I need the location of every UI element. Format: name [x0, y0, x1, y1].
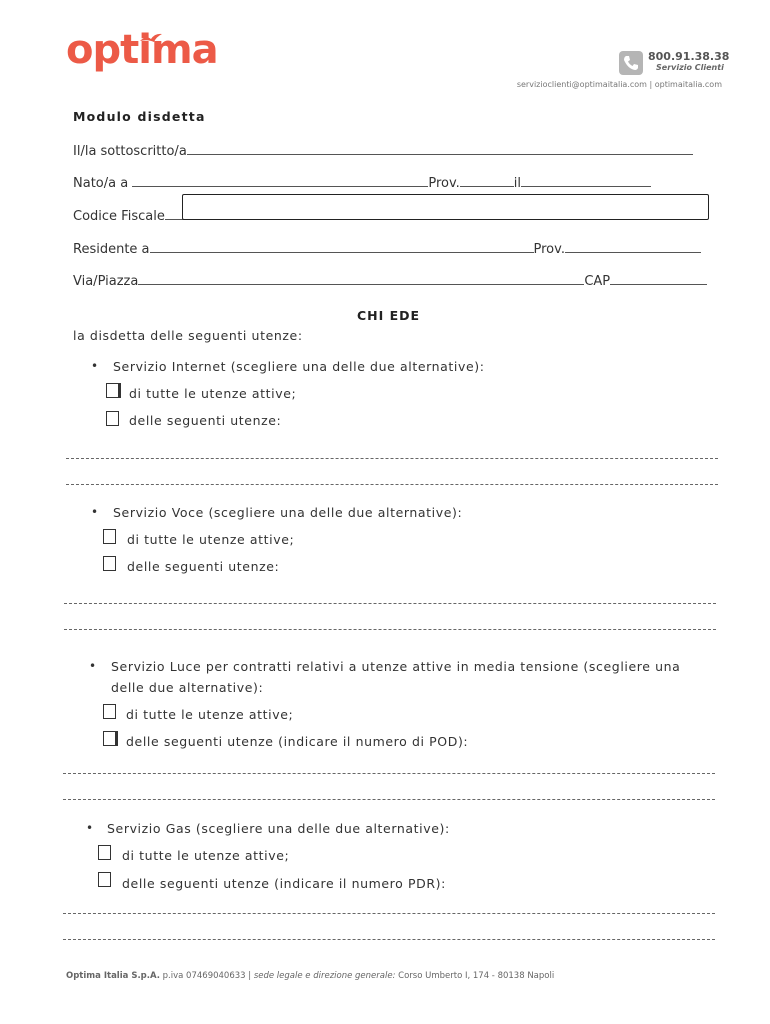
- input-line-internet-2[interactable]: [66, 484, 718, 485]
- checkbox-luce-all[interactable]: [103, 704, 116, 719]
- checkbox-internet-some[interactable]: [106, 411, 119, 426]
- service-gas-title: Servizio Gas (scegliere una delle due alternative):: [107, 821, 450, 836]
- option-internet-some: delle seguenti utenze:: [129, 413, 282, 428]
- footer-sede-label: sede legale e direzione generale:: [253, 971, 396, 981]
- service-internet-title: Servizio Internet (scegliere una delle due alternative):: [113, 359, 485, 374]
- optima-logo: optima: [66, 27, 218, 73]
- input-line-voce-2[interactable]: [64, 629, 716, 630]
- footer-address: Corso Umberto I, 174 - 80138 Napoli: [398, 971, 555, 981]
- contact-line: servizioclienti@optimaitalia.com | optimaitalia.com: [516, 80, 722, 89]
- input-line-voce-1[interactable]: [64, 603, 716, 604]
- input-prov-residenza[interactable]: [565, 241, 701, 253]
- checkbox-voce-some[interactable]: [103, 556, 116, 571]
- label-cap: CAP: [584, 274, 611, 289]
- label-via: Via/Piazza: [73, 274, 139, 289]
- input-prov-nascita[interactable]: [460, 175, 514, 187]
- phone-icon: [619, 51, 643, 75]
- service-voce-title: Servizio Voce (scegliere una delle due alternative):: [113, 505, 463, 520]
- checkbox-internet-all[interactable]: [106, 383, 119, 398]
- field-sottoscritto: [73, 143, 693, 160]
- input-nato[interactable]: [132, 175, 428, 187]
- phone-caption: Servizio Clienti: [656, 63, 724, 72]
- input-cap[interactable]: [610, 273, 707, 285]
- bird-logo-icon: [140, 33, 162, 45]
- option-luce-some: delle seguenti utenze (indicare il numero di POD):: [126, 734, 469, 749]
- field-residente: [73, 241, 701, 258]
- label-il: il: [513, 176, 522, 191]
- field-via: [73, 273, 707, 290]
- bullet-dot: •: [86, 821, 94, 835]
- input-line-internet-1[interactable]: [66, 458, 718, 459]
- service-luce-title-line2: delle due alternative):: [111, 680, 264, 695]
- input-residente[interactable]: [150, 241, 534, 253]
- bullet-dot: •: [91, 359, 99, 373]
- option-gas-some: delle seguenti utenze (indicare il numero PDR):: [122, 876, 446, 891]
- phone-number: 800.91.38.38: [648, 50, 730, 63]
- bullet-dot: •: [89, 659, 97, 673]
- checkbox-luce-some[interactable]: [103, 731, 116, 746]
- label-sottoscritto: Il/la sottoscritto/a: [73, 144, 187, 159]
- input-sottoscritto[interactable]: [187, 143, 693, 155]
- input-line-luce-1[interactable]: [63, 773, 715, 774]
- label-residente: Residente a: [73, 242, 150, 257]
- option-voce-some: delle seguenti utenze:: [127, 559, 280, 574]
- checkbox-voce-all[interactable]: [103, 529, 116, 544]
- field-nato: [73, 175, 651, 192]
- label-prov-residenza: Prov.: [533, 242, 565, 257]
- input-line-gas-2[interactable]: [63, 939, 715, 940]
- input-line-luce-2[interactable]: [63, 799, 715, 800]
- input-data-nascita[interactable]: [521, 175, 651, 187]
- bullet-dot: •: [91, 505, 99, 519]
- checkbox-gas-all[interactable]: [98, 845, 111, 860]
- input-codice-fiscale[interactable]: [182, 194, 709, 220]
- chiede-heading: CHI EDE: [357, 308, 421, 323]
- option-internet-all: di tutte le utenze attive;: [129, 386, 297, 401]
- footer: [66, 971, 554, 981]
- option-luce-all: di tutte le utenze attive;: [126, 707, 294, 722]
- input-via[interactable]: [138, 273, 584, 285]
- label-nato: Nato/a a: [73, 176, 129, 191]
- option-voce-all: di tutte le utenze attive;: [127, 532, 295, 547]
- intro-text: la disdetta delle seguenti utenze:: [73, 328, 303, 343]
- service-luce-title-line1: Servizio Luce per contratti relativi a utenze attive in media tensione (scegliere una: [111, 659, 681, 674]
- input-line-gas-1[interactable]: [63, 913, 715, 914]
- label-codice-fiscale: Codice Fiscale: [73, 209, 165, 224]
- checkbox-gas-some[interactable]: [98, 872, 111, 887]
- form-title: Modulo disdetta: [73, 109, 206, 124]
- footer-piva: p.iva 07469040633 |: [162, 971, 252, 981]
- footer-company: Optima Italia S.p.A.: [66, 971, 160, 981]
- label-prov: Prov.: [428, 176, 460, 191]
- option-gas-all: di tutte le utenze attive;: [122, 848, 290, 863]
